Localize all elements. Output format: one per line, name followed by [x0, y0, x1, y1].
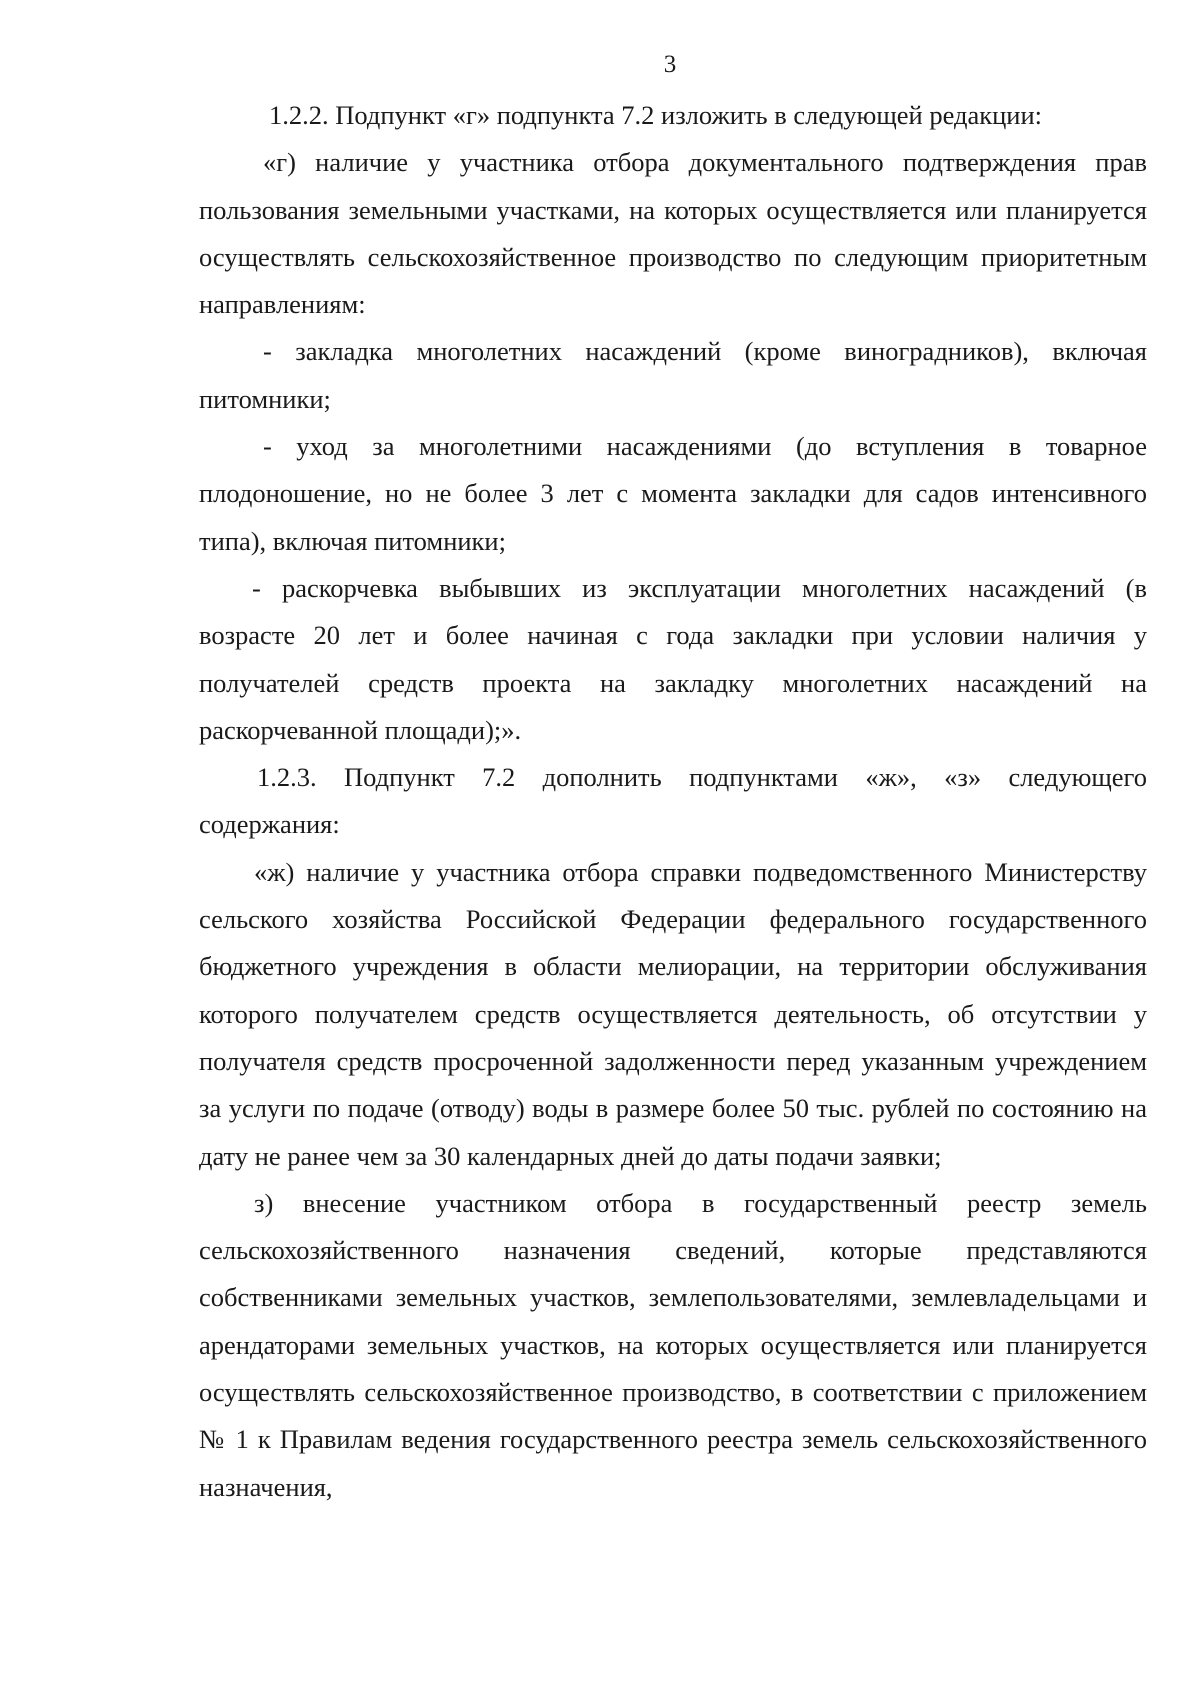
paragraph-1-2-3: 1.2.3. Подпункт 7.2 дополнить подпунктами «ж», «з» следующего содержания: [199, 762, 1147, 840]
paragraph-subitem-g: «г) наличие у участника отбора документального подтверждения прав пользования земельными участками, на которых осуществляется или планируется осуществлять сельскохозяйственное производство по следующим приоритетным направлениям: [199, 147, 1147, 320]
paragraph-subitem-zh: «ж) наличие у участника отбора справки подведомственного Министерству сельского хозяйства Российской Федерации федерального государственного бюджетного учреждения в области мелиорации, на территории обслуживания которого получателем средств осуществляется деятельность, об отсутствии у получателя средств просроченной задолженности перед указанным учреждением за услуги по подаче (отводу) воды в размере более 50 тыс. рублей по состоянию на дату не ранее чем за 30 календарных дней до даты подачи заявки; [199, 856, 1147, 1171]
paragraph-bullet-planting: - закладка многолетних насаждений (кроме виноградников), включая питомники; [199, 336, 1147, 414]
paragraph-bullet-care: - уход за многолетними насаждениями (до вступления в товарное плодоношение, но не более 3 лет с момента закладки для садов интенсивного типа), включая питомники; [199, 431, 1147, 556]
document-body [199, 92, 1147, 1511]
paragraph-subitem-z: з) внесение участником отбора в государственный реестр земель сельскохозяйственного назначения сведений, которые представляются собственниками земельных участков, землепользователями, землевладельцами и арендаторами земельных участков, на которых осуществляется или планируется осуществлять сельскохозяйственное производство, в соответствии с приложением № 1 к Правилам ведения государственного реестра земель сельскохозяйственного назначения, [199, 1187, 1147, 1502]
paragraph-1-2-2: 1.2.2. Подпункт «г» подпункта 7.2 изложить в следующей редакции: [269, 100, 1043, 130]
page-number: 3 [663, 51, 677, 78]
paragraph-bullet-uprooting: - раскорчевка выбывших из эксплуатации многолетних насаждений (в возрасте 20 лет и более начиная с года закладки при условии наличия у получателей средств проекта на закладку многолетних насаждений на раскорчеванной площади);». [199, 572, 1147, 745]
